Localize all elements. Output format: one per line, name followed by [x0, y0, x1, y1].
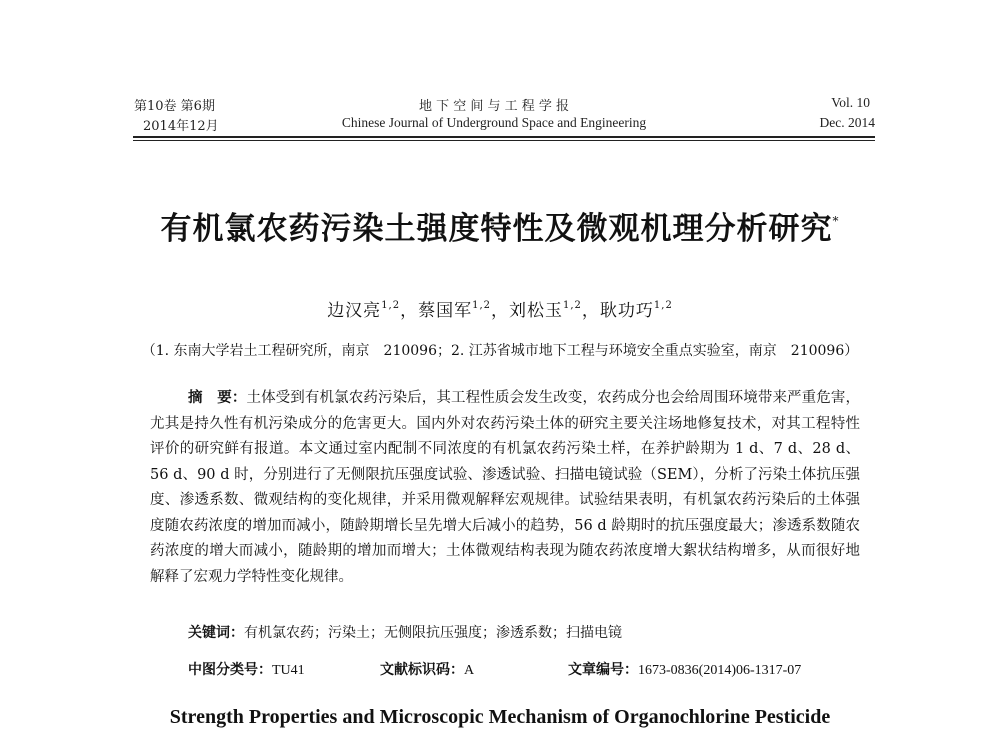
clc-number [188, 659, 305, 679]
abstract [150, 386, 860, 590]
keywords [188, 622, 622, 642]
author: 刘松玉$^{1,2}$， [509, 300, 600, 321]
title-footnote-mark: * [832, 214, 840, 228]
keywords-text: 有机氯农药；污染土；无侧限抗压强度；渗透系数；扫描电镜 [244, 625, 622, 641]
affiliation: （1. 东南大学岩土工程研究所，南京 210096；2. 江苏省城市地下工程与环境安全重点实验室，南京 210096） [141, 343, 859, 359]
header-date-en: Dec. 2014 [819, 115, 875, 130]
header-issue: 第10卷 第6期 [134, 99, 215, 114]
header-volume: Vol. 10 [831, 95, 870, 110]
author: 蔡国军$^{1,2}$， [418, 300, 509, 321]
clc-value: TU41 [272, 663, 305, 678]
article-number-label: 文章编号： [568, 662, 638, 678]
author: 边汉亮$^{1,2}$， [327, 300, 419, 321]
author: 耿功巧$^{1,2}$ [599, 300, 673, 321]
header-rule-thick [133, 136, 875, 138]
doc-code-value: A [464, 663, 475, 678]
header-date-cn: 2014年12月 [143, 119, 219, 134]
article-number-value: 1673-0836(2014)06-1317-07 [638, 663, 802, 678]
clc-label: 中图分类号： [188, 662, 272, 678]
header-rule-thin [133, 140, 875, 141]
doc-code [380, 659, 474, 679]
author-list [0, 296, 1000, 321]
paper-title [0, 203, 1000, 248]
paper-title-text: 有机氯农药污染土强度特性及微观机理分析研究 [160, 211, 833, 247]
english-title: Strength Properties and Microscopic Mechanism of Organochlorine Pesticide [169, 706, 831, 728]
doc-code-label: 文献标识码： [380, 662, 464, 678]
header-journal-en: Chinese Journal of Underground Space and Engineering [341, 115, 647, 130]
abstract-label: 摘 要： [188, 390, 247, 406]
header-journal-cn: 地 下 空 间 与 工 程 学 报 [418, 99, 570, 114]
abstract-text: 土体受到有机氯农药污染后，其工程性质会发生改变，农药成分也会给周围环境带来严重危害，尤其是持久性有机污染成分的危害更大。国内外对农药污染土体的研究主要关注场地修复技术，对其工程特性评价的研究鲜有报道。本文通过室内配制不同浓度的有机氯农药污染土样，在养护龄期为 1 d、7 d、28 d、56 d、90 d 时，分别进行了无侧限抗压强度试验、渗透试验、扫描电镜试验（SEM），分析了污染土体抗压强度、渗透系数、微观结构的变化规律，并采用微观解释宏观规律。试验结果表明，有机氯农药污染后的土体强度随农药浓度的增加而减小，随龄期增长呈先增大后减小的趋势，56 d 龄期时的抗压强度最大；渗透系数随农药浓度的增大而减小，随龄期的增加而增大；土体微观结构表现为随农药浓度增大絮状结构增多，从而很好地解释了宏观力学特性变化规律。 [150, 390, 861, 585]
article-number [568, 659, 801, 679]
keywords-label: 关键词： [188, 625, 244, 641]
